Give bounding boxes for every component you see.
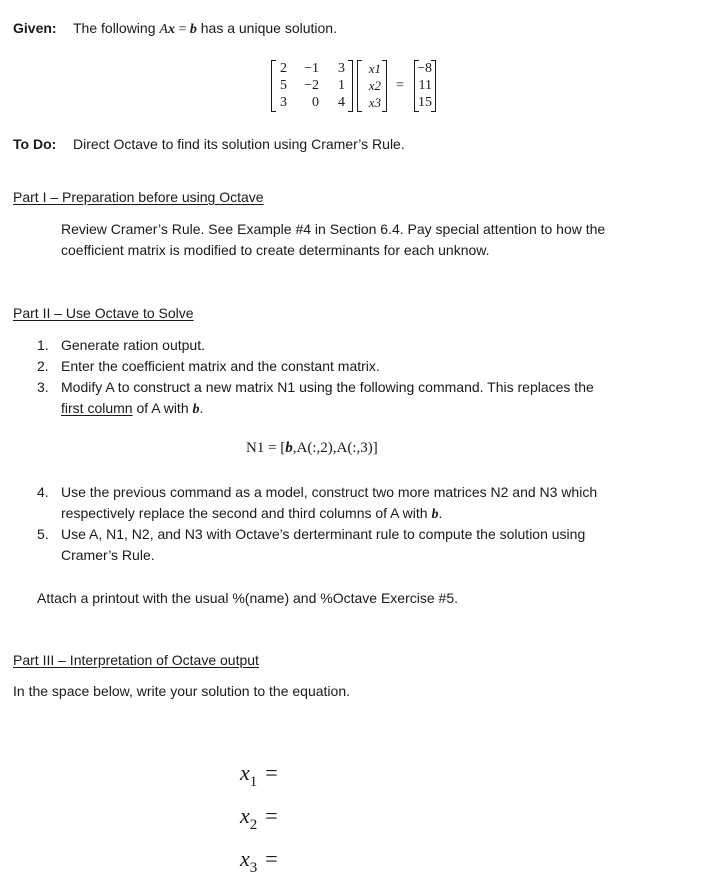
matrix-cell: 5 xyxy=(280,78,287,93)
answer-var: x xyxy=(240,846,250,871)
step-3 xyxy=(37,377,594,398)
bold-b: b xyxy=(431,507,439,522)
vector-cell: x3 xyxy=(368,95,381,110)
part3-text: In the space below, write your solution to the equation. xyxy=(13,683,350,699)
part2-heading: Part II – Use Octave to Solve xyxy=(13,305,194,321)
matrix-equals-sign: = xyxy=(396,78,404,93)
step-number: 3. xyxy=(37,379,49,395)
matrix-cell: 3 xyxy=(280,95,287,110)
given-text-pre: The following xyxy=(73,20,160,36)
vector-cell: −8 xyxy=(417,61,432,76)
answer-sub: 2 xyxy=(249,817,258,833)
part1-heading: Part I – Preparation before using Octave xyxy=(13,189,264,205)
given-text-post: has a unique solution. xyxy=(196,20,337,36)
step-number: 1. xyxy=(37,337,49,353)
step-text-underlined: first column xyxy=(61,400,133,416)
step-text: Generate ration output. xyxy=(61,337,205,353)
eq-equals: = xyxy=(174,22,190,37)
eq-b: b xyxy=(189,22,197,37)
matrix-cell: 2 xyxy=(280,61,287,76)
attach-instruction: Attach a printout with the usual %(name) and %Octave Exercise #5. xyxy=(37,590,458,606)
given-label: Given: xyxy=(13,20,57,36)
step-text: Use the previous command as a model, construct two more matrices N2 and N3 which xyxy=(61,484,598,500)
part3-heading: Part III – Interpretation of Octave output xyxy=(13,652,259,668)
eq-x: x xyxy=(167,22,175,37)
answer-equals: = xyxy=(265,803,278,828)
n1-command xyxy=(246,440,378,457)
step-text: . xyxy=(199,400,204,416)
step-text: . xyxy=(438,505,443,521)
answer-x1 xyxy=(240,760,278,790)
matrix-cell: −2 xyxy=(304,78,319,93)
coefficient-matrix xyxy=(271,60,353,112)
step-2 xyxy=(37,356,380,377)
step-number: 5. xyxy=(37,526,49,542)
answer-x2 xyxy=(240,803,278,833)
todo-label: To Do: xyxy=(13,136,57,152)
matrix-cell: 3 xyxy=(338,61,345,76)
command-lhs: N1 = [ xyxy=(246,440,286,456)
todo-text: Direct Octave to find its solution using Cramer’s Rule. xyxy=(73,136,405,152)
answer-x3 xyxy=(240,846,278,876)
answer-equals: = xyxy=(265,846,278,871)
answer-var: x xyxy=(240,803,250,828)
part1-line2: coefficient matrix is modified to create determinants for each unknow. xyxy=(61,242,490,258)
step-4 xyxy=(37,482,597,503)
matrix-cell: −1 xyxy=(304,61,319,76)
answer-sub: 1 xyxy=(249,774,258,790)
vector-cell: 11 xyxy=(418,78,432,93)
step-text: Modify A to construct a new matrix N1 using the following command. This replaces the xyxy=(61,379,594,395)
step-number: 2. xyxy=(37,358,49,374)
answer-sub: 3 xyxy=(249,860,258,876)
command-b: b xyxy=(285,440,293,456)
part1-line1: Review Cramer’s Rule. See Example #4 in Section 6.4. Pay special attention to how the xyxy=(61,221,606,237)
eq-A: A xyxy=(159,22,168,37)
step-number: 4. xyxy=(37,484,49,500)
matrix-cell: 4 xyxy=(338,95,345,110)
step-5 xyxy=(37,524,585,545)
step-5-cont: Cramer’s Rule. xyxy=(61,547,155,563)
answer-var: x xyxy=(240,760,250,785)
vector-cell: x1 xyxy=(368,61,381,76)
bold-b: b xyxy=(192,402,200,417)
step-1 xyxy=(37,335,205,356)
vector-cell: x2 xyxy=(368,78,381,93)
given-text xyxy=(73,20,337,38)
step-3-cont xyxy=(61,398,203,420)
vector-cell: 15 xyxy=(418,95,432,110)
step-4-cont xyxy=(61,503,442,525)
matrix-cell: 1 xyxy=(338,78,345,93)
matrix-cell: 0 xyxy=(312,95,319,110)
step-text: of A with xyxy=(132,400,193,416)
command-rhs: ,A(:,2),A(:,3)] xyxy=(292,440,378,456)
answer-equals: = xyxy=(265,760,278,785)
step-text: respectively replace the second and third columns of A with xyxy=(61,505,432,521)
unknown-vector xyxy=(357,60,387,112)
step-text: Use A, N1, N2, and N3 with Octave’s derterminant rule to compute the solution using xyxy=(61,526,586,542)
constant-vector xyxy=(414,60,436,112)
step-text: Enter the coefficient matrix and the constant matrix. xyxy=(61,358,380,374)
